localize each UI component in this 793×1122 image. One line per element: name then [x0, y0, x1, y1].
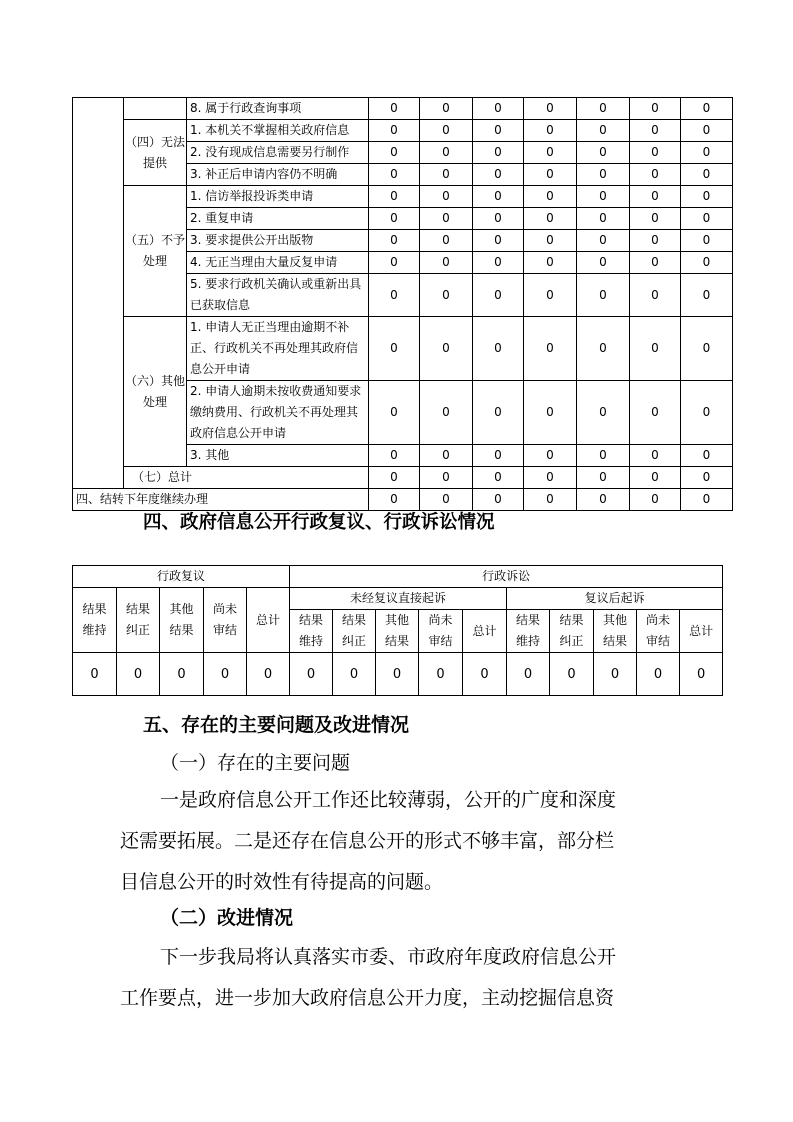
litigation-col-header: 结果 纠正 — [333, 610, 376, 653]
item-cell: 3. 补正后申请内容仍不明确 — [187, 164, 369, 186]
review-litigation-value: 0 — [419, 653, 463, 696]
value-cell: 0 — [420, 120, 473, 142]
review-litigation-value: 0 — [463, 653, 507, 696]
table-row — [73, 186, 733, 208]
value-cell: 0 — [524, 142, 577, 164]
value-cell: 0 — [420, 317, 473, 381]
value-cell: 0 — [420, 98, 473, 120]
litigation-col-header: 结果 维持 — [290, 610, 333, 653]
item-cell: 3. 其他 — [187, 445, 369, 467]
review-litigation-value: 0 — [680, 653, 723, 696]
item-cell: 1. 本机关不掌握相关政府信息 — [187, 120, 369, 142]
litigation-col-header: 总计 — [680, 610, 723, 653]
value-cell: 0 — [681, 252, 733, 274]
total-value: 0 — [473, 467, 524, 489]
value-cell: 0 — [681, 164, 733, 186]
total-value: 0 — [681, 467, 733, 489]
header-admin-review: 行政复议 — [73, 566, 290, 588]
value-cell: 0 — [681, 381, 733, 445]
value-cell: 0 — [420, 230, 473, 252]
litigation-col-header: 结果 维持 — [507, 610, 550, 653]
review-litigation-value: 0 — [247, 653, 290, 696]
value-cell: 0 — [420, 186, 473, 208]
value-cell: 0 — [369, 120, 420, 142]
value-cell: 0 — [577, 381, 630, 445]
value-cell: 0 — [630, 164, 681, 186]
value-cell: 0 — [420, 208, 473, 230]
value-cell: 0 — [369, 445, 420, 467]
category-cell: （六）其他处理 — [124, 317, 187, 467]
value-cell: 0 — [681, 230, 733, 252]
carry-over-value: 0 — [577, 489, 630, 511]
category-cell — [124, 98, 187, 120]
paragraph-problems-line-1: 一是政府信息公开工作还比较薄弱，公开的广度和深度 — [160, 789, 617, 811]
value-cell: 0 — [473, 142, 524, 164]
value-cell: 0 — [369, 230, 420, 252]
value-cell: 0 — [524, 445, 577, 467]
value-cell: 0 — [369, 208, 420, 230]
value-cell: 0 — [473, 445, 524, 467]
value-cell: 0 — [369, 381, 420, 445]
value-cell: 0 — [630, 230, 681, 252]
paragraph-improvements-line-2: 工作要点，进一步加大政府信息公开力度，主动挖掘信息资 — [120, 987, 615, 1009]
value-cell: 0 — [420, 164, 473, 186]
value-cell: 0 — [577, 164, 630, 186]
carry-over-value: 0 — [681, 489, 733, 511]
review-litigation-value: 0 — [637, 653, 680, 696]
review-litigation-value: 0 — [117, 653, 160, 696]
value-cell: 0 — [369, 142, 420, 164]
review-litigation-value: 0 — [160, 653, 204, 696]
section-4-title: 四、政府信息公开行政复议、行政诉讼情况 — [143, 512, 495, 533]
value-cell: 0 — [420, 445, 473, 467]
value-cell: 0 — [577, 274, 630, 317]
category-cell: （四）无法提供 — [124, 120, 187, 186]
table-row — [73, 317, 733, 381]
col-review-correct: 结果 纠正 — [117, 588, 160, 653]
blank-cell — [73, 98, 124, 489]
carry-over-value: 0 — [369, 489, 420, 511]
total-value: 0 — [524, 467, 577, 489]
value-cell: 0 — [630, 274, 681, 317]
value-cell: 0 — [473, 381, 524, 445]
paragraph-improvements-line-1: 下一步我局将认真落实市委、市政府年度政府信息公开 — [160, 946, 617, 968]
value-cell: 0 — [473, 120, 524, 142]
value-cell: 0 — [473, 274, 524, 317]
application-handling-table — [72, 97, 733, 511]
value-cell: 0 — [473, 98, 524, 120]
value-cell: 0 — [630, 208, 681, 230]
total-value: 0 — [630, 467, 681, 489]
value-cell: 0 — [630, 120, 681, 142]
header-after-review-suit: 复议后起诉 — [507, 588, 723, 610]
table-row — [73, 120, 733, 142]
litigation-col-header: 尚未 审结 — [419, 610, 463, 653]
review-litigation-value: 0 — [376, 653, 419, 696]
value-cell: 0 — [577, 445, 630, 467]
value-cell: 0 — [369, 186, 420, 208]
value-cell: 0 — [524, 186, 577, 208]
total-label: （七）总计 — [124, 467, 369, 489]
value-cell: 0 — [577, 208, 630, 230]
paragraph-problems-line-3: 目信息公开的时效性有待提高的问题。 — [120, 871, 444, 893]
item-cell: 2. 申请人逾期未按收费通知要求缴纳费用、行政机关不再处理其政府信息公开申请 — [187, 381, 369, 445]
item-cell: 4. 无正当理由大量反复申请 — [187, 252, 369, 274]
col-review-maintain: 结果 维持 — [73, 588, 117, 653]
total-value: 0 — [420, 467, 473, 489]
value-cell: 0 — [420, 252, 473, 274]
value-cell: 0 — [524, 317, 577, 381]
value-cell: 0 — [577, 230, 630, 252]
item-cell: 8. 属于行政查询事项 — [187, 98, 369, 120]
litigation-col-header: 其他 结果 — [594, 610, 637, 653]
value-cell: 0 — [473, 230, 524, 252]
value-cell: 0 — [420, 142, 473, 164]
value-cell: 0 — [524, 381, 577, 445]
carry-over-value: 0 — [630, 489, 681, 511]
value-cell: 0 — [473, 252, 524, 274]
item-cell: 2. 重复申请 — [187, 208, 369, 230]
table-row — [73, 98, 733, 120]
subheading-improvements: （二）改进情况 — [160, 907, 294, 929]
value-cell: 0 — [577, 120, 630, 142]
review-litigation-table — [72, 565, 723, 696]
section-5-title: 五、存在的主要问题及改进情况 — [143, 714, 410, 736]
paragraph-problems-line-2: 还需要拓展。二是还存在信息公开的形式不够丰富，部分栏 — [120, 830, 615, 852]
value-cell: 0 — [577, 98, 630, 120]
value-cell: 0 — [369, 317, 420, 381]
review-litigation-value: 0 — [204, 653, 247, 696]
review-litigation-value: 0 — [73, 653, 117, 696]
value-cell: 0 — [681, 445, 733, 467]
review-litigation-value: 0 — [550, 653, 594, 696]
litigation-col-header: 总计 — [463, 610, 507, 653]
value-cell: 0 — [630, 142, 681, 164]
item-cell: 2. 没有现成信息需要另行制作 — [187, 142, 369, 164]
value-cell: 0 — [630, 186, 681, 208]
review-litigation-value: 0 — [290, 653, 333, 696]
value-cell: 0 — [681, 120, 733, 142]
total-value: 0 — [369, 467, 420, 489]
value-cell: 0 — [369, 274, 420, 317]
col-review-other: 其他 结果 — [160, 588, 204, 653]
col-review-pending: 尚未 审结 — [204, 588, 247, 653]
litigation-col-header: 其他 结果 — [376, 610, 419, 653]
review-litigation-value: 0 — [333, 653, 376, 696]
value-cell: 0 — [577, 186, 630, 208]
carry-over-label: 四、结转下年度继续办理 — [73, 489, 369, 511]
header-admin-litigation: 行政诉讼 — [290, 566, 723, 588]
review-litigation-value: 0 — [507, 653, 550, 696]
value-cell: 0 — [524, 274, 577, 317]
item-cell: 5. 要求行政机关确认或重新出具已获取信息 — [187, 274, 369, 317]
value-cell: 0 — [369, 164, 420, 186]
subheading-main-problems: （一）存在的主要问题 — [160, 752, 351, 774]
value-cell: 0 — [577, 252, 630, 274]
value-cell: 0 — [630, 445, 681, 467]
value-cell: 0 — [369, 252, 420, 274]
value-cell: 0 — [681, 317, 733, 381]
carry-over-value: 0 — [473, 489, 524, 511]
value-cell: 0 — [524, 164, 577, 186]
value-cell: 0 — [681, 142, 733, 164]
value-cell: 0 — [630, 252, 681, 274]
value-cell: 0 — [577, 142, 630, 164]
value-cell: 0 — [369, 98, 420, 120]
header-direct-suit: 未经复议直接起诉 — [290, 588, 507, 610]
item-cell: 1. 信访举报投诉类申请 — [187, 186, 369, 208]
total-value: 0 — [577, 467, 630, 489]
category-cell: （五）不予处理 — [124, 186, 187, 317]
value-cell: 0 — [524, 252, 577, 274]
value-cell: 0 — [577, 317, 630, 381]
carry-over-value: 0 — [524, 489, 577, 511]
value-cell: 0 — [473, 186, 524, 208]
value-cell: 0 — [630, 98, 681, 120]
item-cell: 1. 申请人无正当理由逾期不补正、行政机关不再处理其政府信息公开申请 — [187, 317, 369, 381]
value-cell: 0 — [630, 317, 681, 381]
value-cell: 0 — [630, 381, 681, 445]
value-cell: 0 — [420, 381, 473, 445]
litigation-col-header: 尚未 审结 — [637, 610, 680, 653]
value-cell: 0 — [681, 186, 733, 208]
value-cell: 0 — [473, 317, 524, 381]
value-cell: 0 — [524, 98, 577, 120]
value-cell: 0 — [473, 164, 524, 186]
value-cell: 0 — [524, 230, 577, 252]
value-cell: 0 — [681, 98, 733, 120]
litigation-col-header: 结果 纠正 — [550, 610, 594, 653]
value-cell: 0 — [524, 120, 577, 142]
review-litigation-value: 0 — [594, 653, 637, 696]
value-cell: 0 — [681, 274, 733, 317]
value-cell: 0 — [473, 208, 524, 230]
value-cell: 0 — [524, 208, 577, 230]
value-cell: 0 — [420, 274, 473, 317]
value-cell: 0 — [681, 208, 733, 230]
carry-over-value: 0 — [420, 489, 473, 511]
col-review-total: 总计 — [247, 588, 290, 653]
item-cell: 3. 要求提供公开出版物 — [187, 230, 369, 252]
total-row — [73, 467, 733, 489]
